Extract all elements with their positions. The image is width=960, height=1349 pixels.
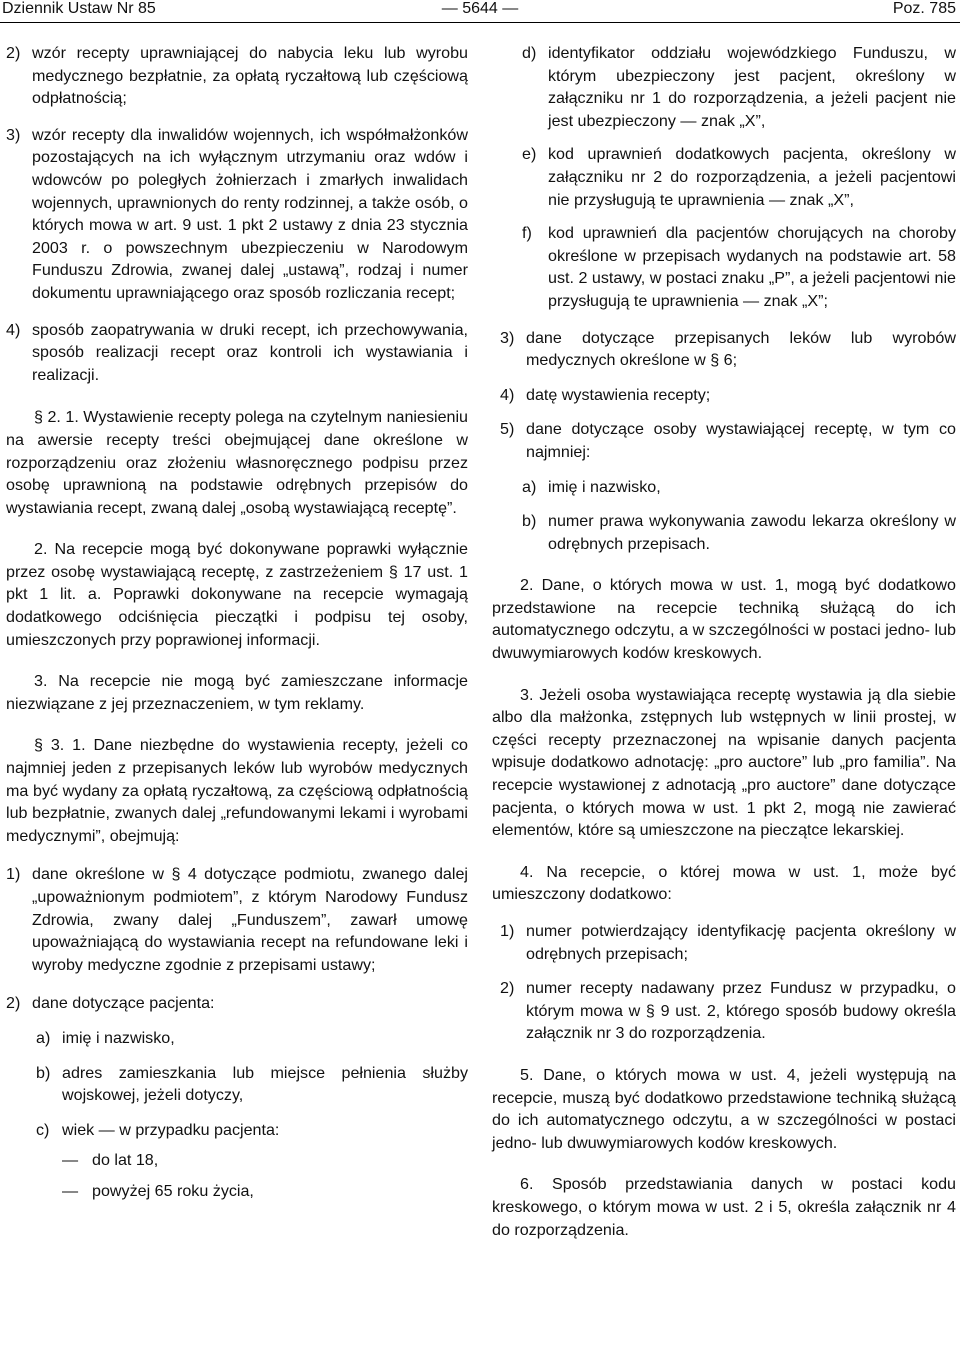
list-marker: b) [522, 512, 537, 531]
list-item [492, 143, 956, 211]
paragraph [492, 574, 956, 664]
list-item-text: dane dotyczące osoby wystawiającej receptę, w tym co najmniej: [526, 420, 956, 461]
list-item-text: identyfikator oddziału wojewódzkiego Funduszu, w którym ubezpieczony jest pacjent, określony w załączniku nr 1 do rozporządzenia, a jeżeli pacjent nie jest ubezpieczony — znak „X”, [548, 44, 956, 130]
list-item-text: datę wystawienia recepty; [526, 385, 711, 404]
list-marker: — [62, 1151, 79, 1170]
list-marker: 3) [6, 125, 21, 144]
list-item [6, 1027, 468, 1050]
list-item [6, 319, 468, 387]
list-marker: b) [36, 1063, 51, 1082]
list-item-text: numer potwierdzający identyfikację pacjenta określony w odrębnych przepisach; [526, 922, 956, 963]
list-item-text: numer prawa wykonywania zawodu lekarza określony w odrębnych przepisach. [548, 512, 956, 553]
paragraph-text: 2. Na recepcie mogą być dokonywane poprawki wyłącznie przez osobę wystawiającą receptę, z zastrzeżeniem § 17 ust. 1 pkt 1 lit. a. Poprawki dokonywane na recepcie wymagają dodatkowego odciśnięcia pieczątki i podpisu tej osoby, umieszczonych przy poprawionej informacji. [6, 540, 468, 649]
journal-title: Dziennik Ustaw Nr 85 [2, 0, 156, 17]
paragraph [6, 406, 468, 519]
paragraph [6, 670, 468, 715]
list-marker: d) [522, 44, 537, 62]
list-item [6, 1119, 468, 1142]
list-marker: e) [522, 145, 537, 164]
list-item [492, 327, 956, 372]
list-item-text: kod uprawnień dodatkowych pacjenta, określony w załączniku nr 2 do rozporządzenia, a jeżeli pacjentowi nie przysługują te uprawnienia — znak „X”, [548, 145, 956, 209]
page-header [0, 0, 960, 23]
list-item-text: wiek — w przypadku pacjenta: [62, 1120, 280, 1139]
paragraph-text: § 2. 1. Wystawienie recepty polega na czytelnym naniesieniu na awersie recepty treści obejmującej dane określone w rozporządzeniu oraz złożeniu własnoręcznego podpisu przez osobę uprawnioną na podstawie odrębnych przepisów do wystawiania recept, zwaną dalej „osobą wystawiającą receptę”. [6, 408, 468, 517]
list-item-text: dane określone w § 4 dotyczące podmiotu, zwanego dalej „upoważnionym podmiotem”, z którym Narodowy Fundusz Zdrowia, zwany dalej „Funduszem”, zawarł umowę upoważniającą do wystawiania recept na refundowane leki i wyroby medyczne zgodnie z przepisami ustawy; [32, 865, 468, 974]
paragraph-text: 3. Na recepcie nie mogą być zamieszczane informacje niezwiązane z jej przeznaczeniem, w tym reklamy. [6, 672, 468, 713]
position-label: Poz. 785 [892, 0, 956, 17]
list-item [492, 476, 956, 499]
list-item [492, 920, 956, 965]
list-marker: — [62, 1181, 79, 1200]
list-item [6, 1180, 468, 1203]
list-marker: f) [522, 224, 532, 243]
list-marker: 2) [500, 979, 515, 998]
right-column [492, 42, 956, 1241]
list-item-text: wzór recepty dla inwalidów wojennych, ich współmałżonków pozostających na ich wyłącznym utrzymaniu oraz wdów i wdowców po poległych żołnierzach i zmarłych inwalidach wojennych, uprawnionych do renty rodzinnej, a także osób, o których mowa w art. 9 ust. 1 pkt 2 ustawy z dnia 23 stycznia 2003 r. o powszechnym ubezpieczeniu w Narodowym Funduszu Zdrowia, zwanej dalej „ustawą”, rodzaj i numer dokumentu uprawniającego oraz sposób rozliczania recept; [32, 125, 468, 302]
list-marker: 1) [500, 922, 515, 940]
list-item [492, 977, 956, 1045]
list-item [6, 124, 468, 305]
list-item [6, 1149, 468, 1172]
list-marker: 2) [6, 994, 21, 1013]
list-item-text: powyżej 65 roku życia, [92, 1181, 254, 1200]
list-item [492, 384, 956, 407]
paragraph-text: 6. Sposób przedstawiania danych w postaci kodu kreskowego, o którym mowa w ust. 2 i 5, określa załącznik nr 4 do rozporządzenia. [492, 1175, 956, 1239]
list-item-text: imię i nazwisko, [62, 1028, 175, 1047]
list-marker: c) [36, 1120, 50, 1139]
list-marker: 4) [500, 385, 515, 404]
list-item [492, 42, 956, 132]
list-item-text: numer recepty nadawany przez Fundusz w przypadku, o którym mowa w § 9 ust. 2, którego sposób budowy określa załącznik nr 3 do rozporządzenia. [526, 979, 956, 1043]
list-item-text: do lat 18, [92, 1151, 159, 1170]
list-marker: 1) [6, 865, 21, 884]
left-column [6, 42, 468, 1203]
paragraph [6, 538, 468, 651]
paragraph [492, 1173, 956, 1241]
list-item [492, 222, 956, 312]
list-marker: a) [522, 477, 537, 496]
page-number: — 5644 — [441, 0, 519, 17]
list-marker: 2) [6, 44, 21, 62]
list-item [492, 510, 956, 555]
paragraph-text: 4. Na recepcie, o której mowa w ust. 1, może być umieszczony dodatkowo: [492, 862, 956, 904]
paragraph-text: 5. Dane, o których mowa w ust. 4, jeżeli występują na recepcie, muszą być dodatkowo przedstawione techniką służącą do ich automatycznego odczytu, a w szczególności w postaci jedno- lub dwuwymiarowych kodów kreskowych. [492, 1065, 956, 1152]
list-item [6, 1062, 468, 1107]
paragraph [492, 861, 956, 906]
list-marker: a) [36, 1028, 51, 1047]
list-marker: 5) [500, 420, 515, 439]
list-marker: 4) [6, 320, 21, 339]
list-item [492, 418, 956, 463]
list-item-text: wzór recepty uprawniającej do nabycia leku lub wyrobu medycznego bezpłatnie, za opłatą ryczałtową lub częściową odpłatnością; [32, 44, 468, 108]
list-item-text: dane dotyczące przepisanych leków lub wyrobów medycznych określone w § 6; [526, 328, 956, 370]
list-item-text: kod uprawnień dla pacjentów chorujących na choroby określone w przepisach wydanych na podstawie art. 58 ust. 2 ustawy, w postaci znaku „P”, a jeżeli pacjentowi nie przysługują te uprawnienia — znak „X”; [548, 224, 956, 310]
list-item [6, 863, 468, 976]
paragraph-text: 2. Dane, o których mowa w ust. 1, mogą być dodatkowo przedstawione na recepcie techniką służącą do ich automatycznego odczytu, a w szczególności w postaci jedno- lub dwuwymiarowych kodów kreskowych. [492, 576, 956, 663]
list-item-text: dane dotyczące pacjenta: [32, 994, 215, 1013]
list-item [6, 992, 468, 1015]
paragraph [6, 734, 468, 847]
list-item [6, 42, 468, 110]
list-item-text: sposób zaopatrywania w druki recept, ich przechowywania, sposób realizacji recept oraz kontroli ich wystawiania i realizacji. [32, 320, 468, 384]
paragraph-text: § 3. 1. Dane niezbędne do wystawienia recepty, jeżeli co najmniej jeden z przepisanych leków lub wyrobów medycznych ma być wydany za opłatą ryczałtową, za częściową odpłatnością lub bezpłatnie, zwanych dalej „refundowanymi lekami i wyrobami medycznymi”, obejmują: [6, 736, 468, 845]
paragraph [492, 1064, 956, 1154]
list-marker: 3) [500, 328, 515, 347]
paragraph-text: 3. Jeżeli osoba wystawiająca receptę wystawia ją dla siebie albo dla małżonka, zstępnych lub wstępnych w linii prostej, w części recepty przeznaczonej na wpisanie danych pacjenta wpisuje dodatkowo adnotację: „pro auctore” lub „pro familia”. Na recepcie wystawionej z adnotacją „pro auctore” dane dotyczące pacjenta, o których mowa w ust. 1 pkt 2, mogą nie zawierać elementów, które są umieszczone na pieczątce lekarskiej. [492, 685, 956, 840]
list-item-text: imię i nazwisko, [548, 477, 661, 496]
list-item-text: adres zamieszkania lub miejsce pełnienia służby wojskowej, jeżeli dotyczy, [62, 1063, 468, 1105]
paragraph [492, 684, 956, 842]
